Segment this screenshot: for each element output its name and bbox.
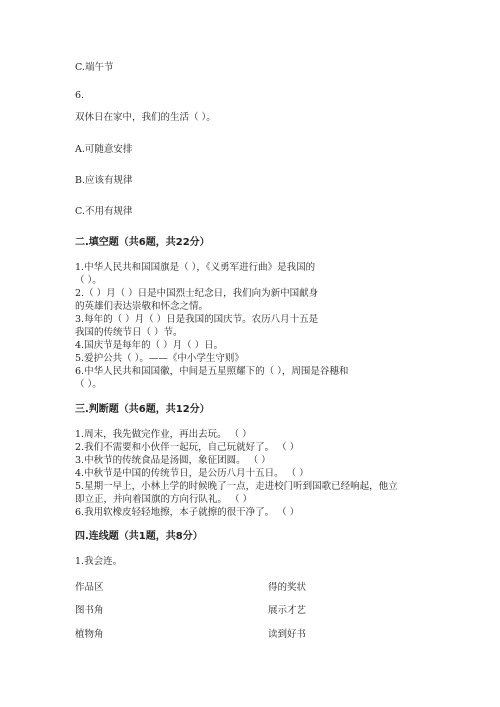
question-6-option-b: B.应该有规律 bbox=[75, 175, 133, 186]
question-6-number: 6. bbox=[75, 90, 85, 101]
section-heading-judge: 三.判断题（共6题，共12分） bbox=[75, 404, 210, 415]
fill-line: 的英雄们表达崇敬和怀念之情。 bbox=[75, 301, 209, 312]
matching-left-item: 图书角 bbox=[75, 605, 104, 616]
matching-right-item: 得的奖状 bbox=[268, 582, 307, 593]
fill-line: 5.爱护公共（ ）。——《中小学生守则》 bbox=[75, 353, 244, 364]
matching-prompt: 1.我会连。 bbox=[75, 556, 123, 567]
section-heading-fill-blank: 二.填空题（共6题，共22分） bbox=[75, 237, 210, 248]
matching-left-item: 作品区 bbox=[75, 582, 104, 593]
judge-line: 4.中秋节是中国的传统节日，是公历八月十五日。 （ ） bbox=[75, 468, 309, 479]
judge-line: 5.星期一早上，小林上学的时候晚了一点，走进校门听到国歌已经响起，他立 bbox=[75, 481, 398, 492]
section-heading-matching: 四.连线题（共1题，共8分） bbox=[75, 531, 203, 542]
matching-right-item: 读到好书 bbox=[268, 629, 307, 640]
fill-line: 2.（ ）月（ ）日是中国烈士纪念日，我们向为新中国献身 bbox=[75, 288, 319, 299]
judge-line: 3.中秋节的传统食品是汤圆，象征团圆。 （ ） bbox=[75, 455, 271, 466]
fill-line: 6.中华人民共和国国徽，中间是五星照耀下的（ ），周围是谷穗和 bbox=[75, 366, 349, 377]
question-6-stem: 双休日在家中，我们的生活（ ）。 bbox=[75, 112, 216, 123]
fill-line: 我国的传统节日（ ）节。 bbox=[75, 327, 183, 338]
fill-line: 1.中华人民共和国国旗是（ ），《义勇军进行曲》是我国的 bbox=[75, 262, 316, 273]
matching-right-item: 展示才艺 bbox=[268, 605, 307, 616]
option-c-previous: C.端午节 bbox=[75, 62, 114, 73]
fill-line: 4.国庆节是每年的（ ）月（ ）日。 bbox=[75, 340, 224, 351]
fill-line: （ ）。 bbox=[75, 275, 102, 286]
judge-line: 即立正，并向着国旗的方向行队礼。 （ ） bbox=[75, 494, 253, 505]
judge-line: 2.我们不需要和小伙伴一起玩，自己玩就好了。 （ ） bbox=[75, 442, 300, 453]
judge-line: 6.我用软橡皮轻轻地擦，本子就擦的很干净了。 （ ） bbox=[75, 507, 300, 518]
question-6-option-c: C.不用有规律 bbox=[75, 206, 133, 217]
matching-left-item: 植物角 bbox=[75, 629, 104, 640]
judge-line: 1.周末，我先做完作业，再出去玩。 （ ） bbox=[75, 429, 252, 440]
fill-line: 3.每年的（ ）月（ ）日是我国的国庆节。农历八月十五是 bbox=[75, 314, 319, 325]
question-6-option-a: A.可随意安排 bbox=[75, 144, 133, 155]
fill-line: （ ）。 bbox=[75, 379, 102, 390]
